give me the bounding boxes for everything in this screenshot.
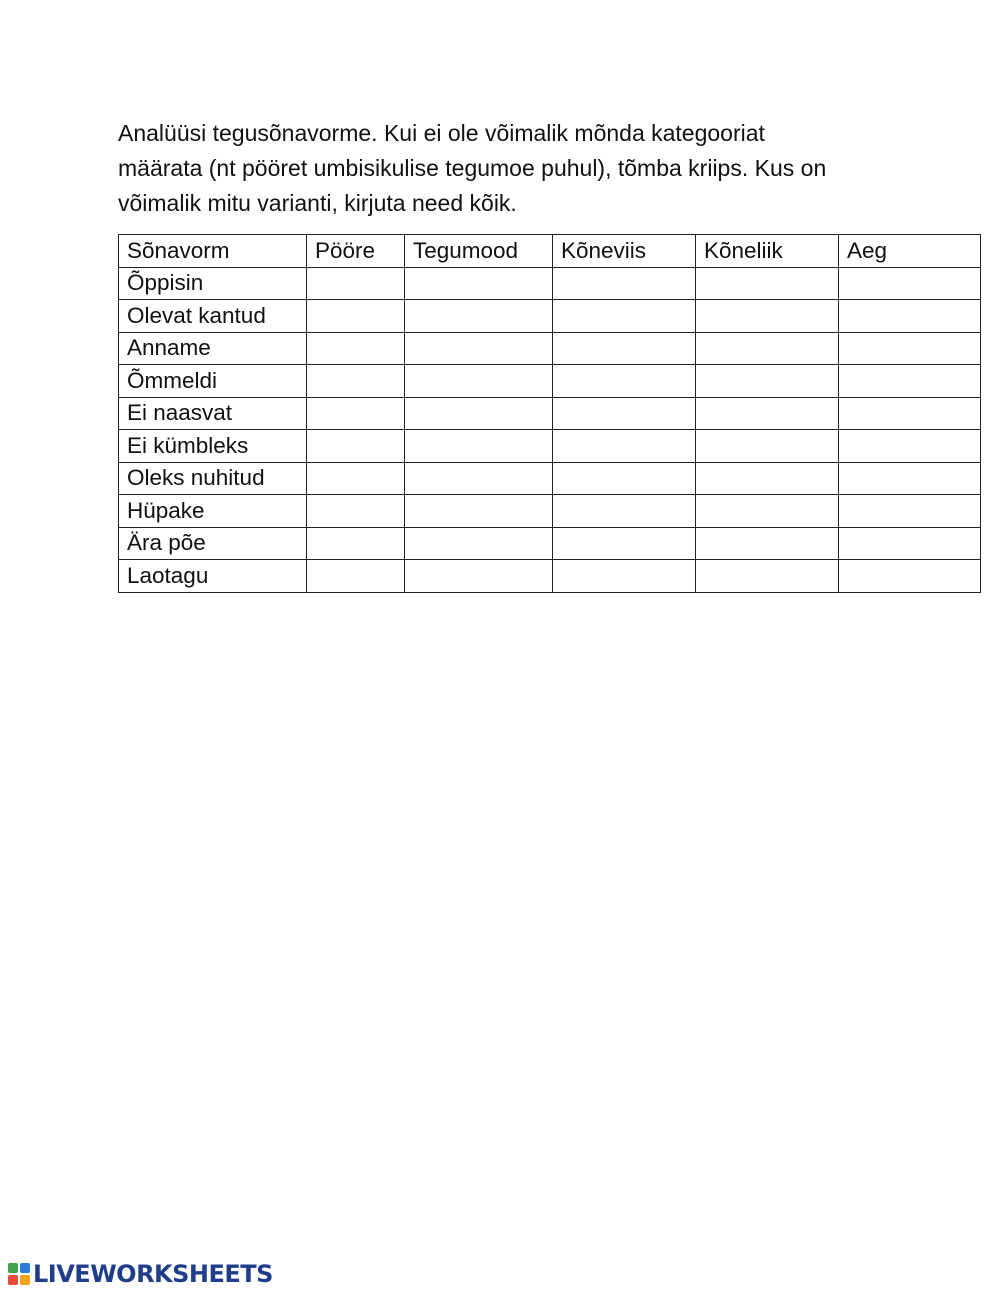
answer-cell[interactable] xyxy=(405,332,553,365)
answer-cell[interactable] xyxy=(839,300,981,333)
answer-cell[interactable] xyxy=(553,332,696,365)
word-form-cell: Õmmeldi xyxy=(119,365,307,398)
table-row xyxy=(119,365,981,398)
column-header-poore: Pööre xyxy=(307,235,405,268)
answer-cell[interactable] xyxy=(839,527,981,560)
answer-cell[interactable] xyxy=(553,300,696,333)
answer-cell[interactable] xyxy=(839,430,981,463)
answer-cell[interactable] xyxy=(553,527,696,560)
word-form-cell: Anname xyxy=(119,332,307,365)
answer-cell[interactable] xyxy=(405,527,553,560)
answer-cell[interactable] xyxy=(839,397,981,430)
answer-cell[interactable] xyxy=(839,560,981,593)
word-form-cell: Ei naasvat xyxy=(119,397,307,430)
table-row xyxy=(119,462,981,495)
answer-cell[interactable] xyxy=(696,527,839,560)
answer-cell[interactable] xyxy=(307,397,405,430)
answer-cell[interactable] xyxy=(696,365,839,398)
answer-cell[interactable] xyxy=(405,560,553,593)
instructions-line-1: Analüüsi tegusõnavorme. Kui ei ole võimalik mõnda kategooriat xyxy=(118,120,765,146)
answer-cell[interactable] xyxy=(839,462,981,495)
table-row xyxy=(119,560,981,593)
logo-tile xyxy=(8,1275,18,1285)
table-row xyxy=(119,430,981,463)
column-header-koneliik: Kõneliik xyxy=(696,235,839,268)
answer-cell[interactable] xyxy=(839,332,981,365)
word-form-cell: Hüpake xyxy=(119,495,307,528)
answer-cell[interactable] xyxy=(307,527,405,560)
word-form-cell: Ei kümbleks xyxy=(119,430,307,463)
liveworksheets-logo xyxy=(8,1260,273,1288)
answer-cell[interactable] xyxy=(696,397,839,430)
logo-tile xyxy=(20,1275,30,1285)
table-row xyxy=(119,300,981,333)
answer-cell[interactable] xyxy=(839,495,981,528)
column-header-aeg: Aeg xyxy=(839,235,981,268)
answer-cell[interactable] xyxy=(553,560,696,593)
word-form-cell: Oleks nuhitud xyxy=(119,462,307,495)
answer-cell[interactable] xyxy=(696,495,839,528)
table-row xyxy=(119,332,981,365)
answer-cell[interactable] xyxy=(553,397,696,430)
answer-cell[interactable] xyxy=(839,267,981,300)
answer-cell[interactable] xyxy=(405,365,553,398)
logo-text: LIVEWORKSHEETS xyxy=(33,1260,273,1288)
answer-cell[interactable] xyxy=(696,430,839,463)
instructions-line-2: määrata (nt pööret umbisikulise tegumoe puhul), tõmba kriips. Kus on xyxy=(118,155,827,181)
answer-cell[interactable] xyxy=(696,462,839,495)
answer-cell[interactable] xyxy=(405,397,553,430)
answer-cell[interactable] xyxy=(405,267,553,300)
liveworksheets-logo-icon xyxy=(8,1263,30,1285)
answer-cell[interactable] xyxy=(405,495,553,528)
answer-cell[interactable] xyxy=(307,560,405,593)
table-row xyxy=(119,495,981,528)
logo-tile xyxy=(20,1263,30,1273)
answer-cell[interactable] xyxy=(839,365,981,398)
table-row xyxy=(119,267,981,300)
answer-cell[interactable] xyxy=(553,365,696,398)
table-row xyxy=(119,397,981,430)
instructions-line-3: võimalik mitu varianti, kirjuta need kõik. xyxy=(118,190,517,216)
answer-cell[interactable] xyxy=(307,267,405,300)
table-header-row xyxy=(119,235,981,268)
answer-cell[interactable] xyxy=(553,430,696,463)
answer-cell[interactable] xyxy=(405,462,553,495)
logo-tile xyxy=(8,1263,18,1273)
column-header-tegumood: Tegumood xyxy=(405,235,553,268)
column-header-sonavorm: Sõnavorm xyxy=(119,235,307,268)
answer-cell[interactable] xyxy=(696,267,839,300)
answer-cell[interactable] xyxy=(405,430,553,463)
answer-cell[interactable] xyxy=(307,430,405,463)
answer-cell[interactable] xyxy=(553,267,696,300)
word-form-cell: Olevat kantud xyxy=(119,300,307,333)
answer-cell[interactable] xyxy=(307,462,405,495)
answer-cell[interactable] xyxy=(307,495,405,528)
column-header-koneviis: Kõneviis xyxy=(553,235,696,268)
answer-cell[interactable] xyxy=(307,365,405,398)
answer-cell[interactable] xyxy=(307,300,405,333)
word-form-cell: Õppisin xyxy=(119,267,307,300)
answer-cell[interactable] xyxy=(696,332,839,365)
word-form-cell: Ära põe xyxy=(119,527,307,560)
word-form-cell: Laotagu xyxy=(119,560,307,593)
verb-analysis-table xyxy=(118,234,981,593)
answer-cell[interactable] xyxy=(307,332,405,365)
answer-cell[interactable] xyxy=(553,495,696,528)
instructions-text xyxy=(118,116,888,221)
answer-cell[interactable] xyxy=(405,300,553,333)
table-row xyxy=(119,527,981,560)
answer-cell[interactable] xyxy=(696,300,839,333)
answer-cell[interactable] xyxy=(553,462,696,495)
answer-cell[interactable] xyxy=(696,560,839,593)
